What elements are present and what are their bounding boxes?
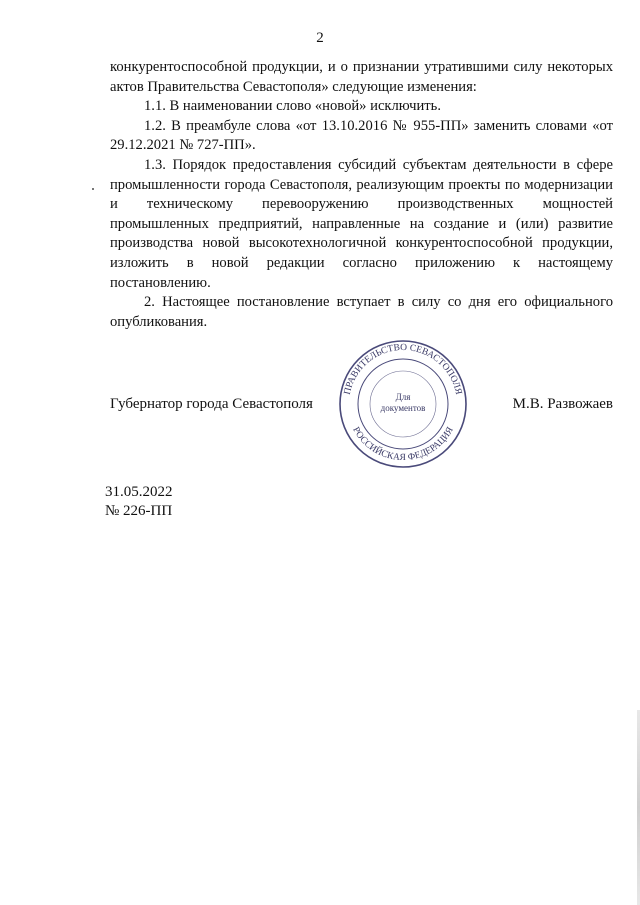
signatory-position: Губернатор города Севастополя (110, 396, 313, 412)
seal-bottom-text: РОССИЙСКАЯ ФЕДЕРАЦИЯ (350, 425, 456, 464)
document-date: 31.05.2022 (105, 484, 173, 500)
paragraph-1-2: 1.2. В преамбуле слова «от 13.10.2016 № 955-ПП» заменить словами «от 29.12.2021 № 727-ПП». (110, 117, 613, 154)
document-number: № 226-ПП (105, 503, 173, 519)
document-requisites (105, 483, 173, 521)
seal-center-line1: Для (395, 392, 411, 402)
document-body (110, 58, 613, 332)
paragraph-intro-continuation: конкурентоспособной продукции, и о признании утратившими силу некоторых актов Правительства Севастополя» следующие изменения: (110, 59, 613, 95)
scan-speck (92, 188, 94, 190)
paragraph-1-3: 1.3. Порядок предоставления субсидий субъектам деятельности в сфере промышленности города Севастополя, реализующим проекты по модернизации и техническому перевооружению производственных мощностей промышленных предприятий, направленные на создание и (или) развитие производства новой высокотехнологичной конкурентоспособной продукции, изложить в новой редакции согласно приложению к настоящему постановлению. (110, 156, 613, 291)
seal-center-line2: документов (380, 403, 426, 413)
official-seal (337, 338, 469, 470)
signatory-name: М.В. Развожаев (512, 396, 613, 412)
seal-stamp-icon (337, 338, 469, 470)
paragraph-2: 2. Настоящее постановление вступает в силу со дня его официального опубликования. (110, 294, 613, 330)
svg-text:РОССИЙСКАЯ ФЕДЕРАЦИЯ (350, 425, 456, 463)
page-number: 2 (316, 30, 324, 46)
seal-outer-text: ПРАВИТЕЛЬСТВО СЕВАСТОПОЛЯ (342, 342, 464, 396)
paragraph-1-1: 1.1. В наименовании слово «новой» исключить. (144, 98, 441, 115)
